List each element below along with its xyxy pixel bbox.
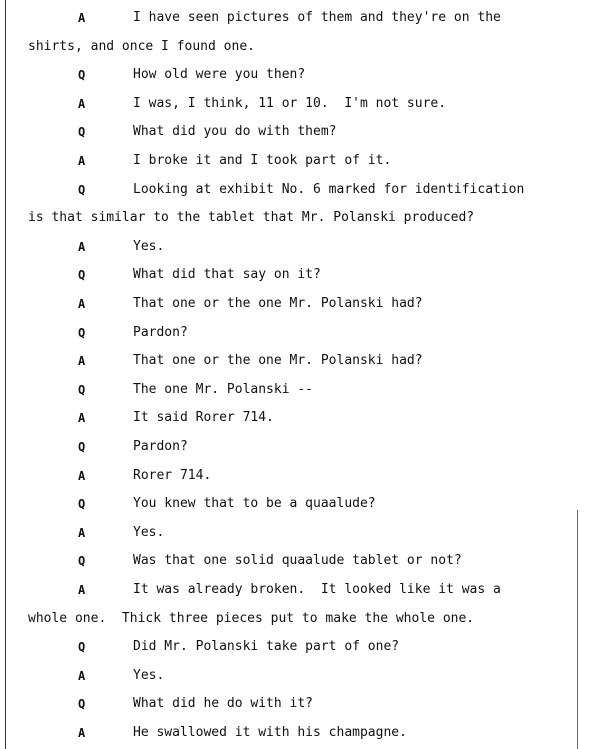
question-marker: Q — [78, 268, 86, 283]
answer-text: I was, I think, 11 or 10. I'm not sure. — [133, 95, 447, 111]
transcript-line — [0, 723, 590, 743]
question-text: Was that one solid quaalude tablet or not? — [133, 553, 462, 569]
answer-text: Yes. — [133, 238, 165, 254]
transcript-line — [0, 466, 590, 486]
transcript-line — [0, 237, 590, 257]
answer-marker: A — [78, 11, 86, 25]
question-marker: Q — [78, 697, 86, 712]
transcript-line — [0, 551, 590, 571]
answer-marker: A — [78, 239, 86, 254]
continuation-text: is that similar to the tablet that Mr. Polanski produced? — [28, 210, 475, 226]
answer-text: I broke it and I took part of it. — [133, 153, 392, 168]
continuation-text: shirts, and once I found one. — [28, 38, 255, 54]
answer-marker: A — [78, 468, 86, 483]
answer-marker: A — [78, 411, 86, 426]
question-text: What did that say on it? — [133, 267, 321, 283]
transcript-line — [0, 65, 590, 85]
transcript-line — [0, 294, 590, 314]
transcript-line — [0, 151, 590, 171]
question-marker: Q — [78, 640, 86, 655]
question-text: Pardon? — [133, 439, 188, 454]
answer-text: That one or the one Mr. Polanski had? — [133, 296, 423, 311]
question-text: You knew that to be a quaalude? — [133, 496, 376, 512]
question-marker: Q — [78, 68, 86, 83]
answer-text: It was already broken. It looked like it was a — [133, 582, 501, 597]
transcript-line — [0, 380, 590, 400]
answer-marker: A — [78, 668, 86, 683]
transcript-continuation-line — [0, 609, 590, 629]
question-text: What did he do with it? — [133, 696, 314, 712]
transcript-line — [0, 94, 590, 114]
transcript-line — [0, 637, 590, 657]
transcript-line — [0, 408, 590, 428]
transcript-line — [0, 494, 590, 514]
answer-text: Yes. — [133, 667, 165, 683]
transcript-line — [0, 694, 590, 714]
answer-marker: A — [78, 726, 86, 740]
transcript-line — [0, 265, 590, 285]
answer-text: He swallowed it with his champagne. — [133, 725, 407, 740]
transcript-continuation-line — [0, 208, 590, 228]
question-text: What did you do with them? — [133, 124, 337, 140]
answer-text: It said Rorer 714. — [133, 410, 274, 426]
transcript-line — [0, 323, 590, 343]
answer-marker: A — [78, 354, 86, 369]
question-marker: Q — [78, 440, 86, 454]
transcript-line — [0, 8, 590, 28]
question-marker: Q — [78, 382, 86, 397]
question-marker: Q — [78, 497, 86, 512]
answer-text: Yes. — [133, 524, 165, 540]
continuation-text: whole one. Thick three pieces put to make the whole one. — [28, 610, 475, 626]
question-text: Pardon? — [133, 324, 188, 340]
answer-marker: A — [78, 96, 86, 111]
transcript-line — [0, 666, 590, 686]
question-text: How old were you then? — [133, 67, 306, 83]
transcript-line — [0, 523, 590, 543]
question-marker: Q — [78, 125, 86, 140]
transcript-line — [0, 351, 590, 371]
answer-text: Rorer 714. — [133, 467, 212, 483]
transcript-line — [0, 580, 590, 600]
answer-text: I have seen pictures of them and they're on the — [133, 10, 501, 25]
transcript-line — [0, 122, 590, 142]
answer-text: That one or the one Mr. Polanski had? — [133, 353, 423, 369]
question-marker: Q — [78, 554, 86, 569]
question-marker: Q — [78, 325, 86, 340]
question-text: Did Mr. Polanski take part of one? — [133, 639, 400, 655]
answer-marker: A — [78, 525, 86, 540]
question-text: The one Mr. Polanski -- — [133, 381, 314, 397]
answer-marker: A — [78, 297, 86, 311]
answer-marker: A — [78, 154, 86, 168]
transcript-continuation-line — [0, 37, 590, 57]
transcript-line — [0, 437, 590, 457]
answer-marker: A — [78, 583, 86, 597]
question-marker: Q — [78, 182, 86, 197]
transcript-line — [0, 180, 590, 200]
question-text: Looking at exhibit No. 6 marked for identification — [133, 181, 525, 197]
